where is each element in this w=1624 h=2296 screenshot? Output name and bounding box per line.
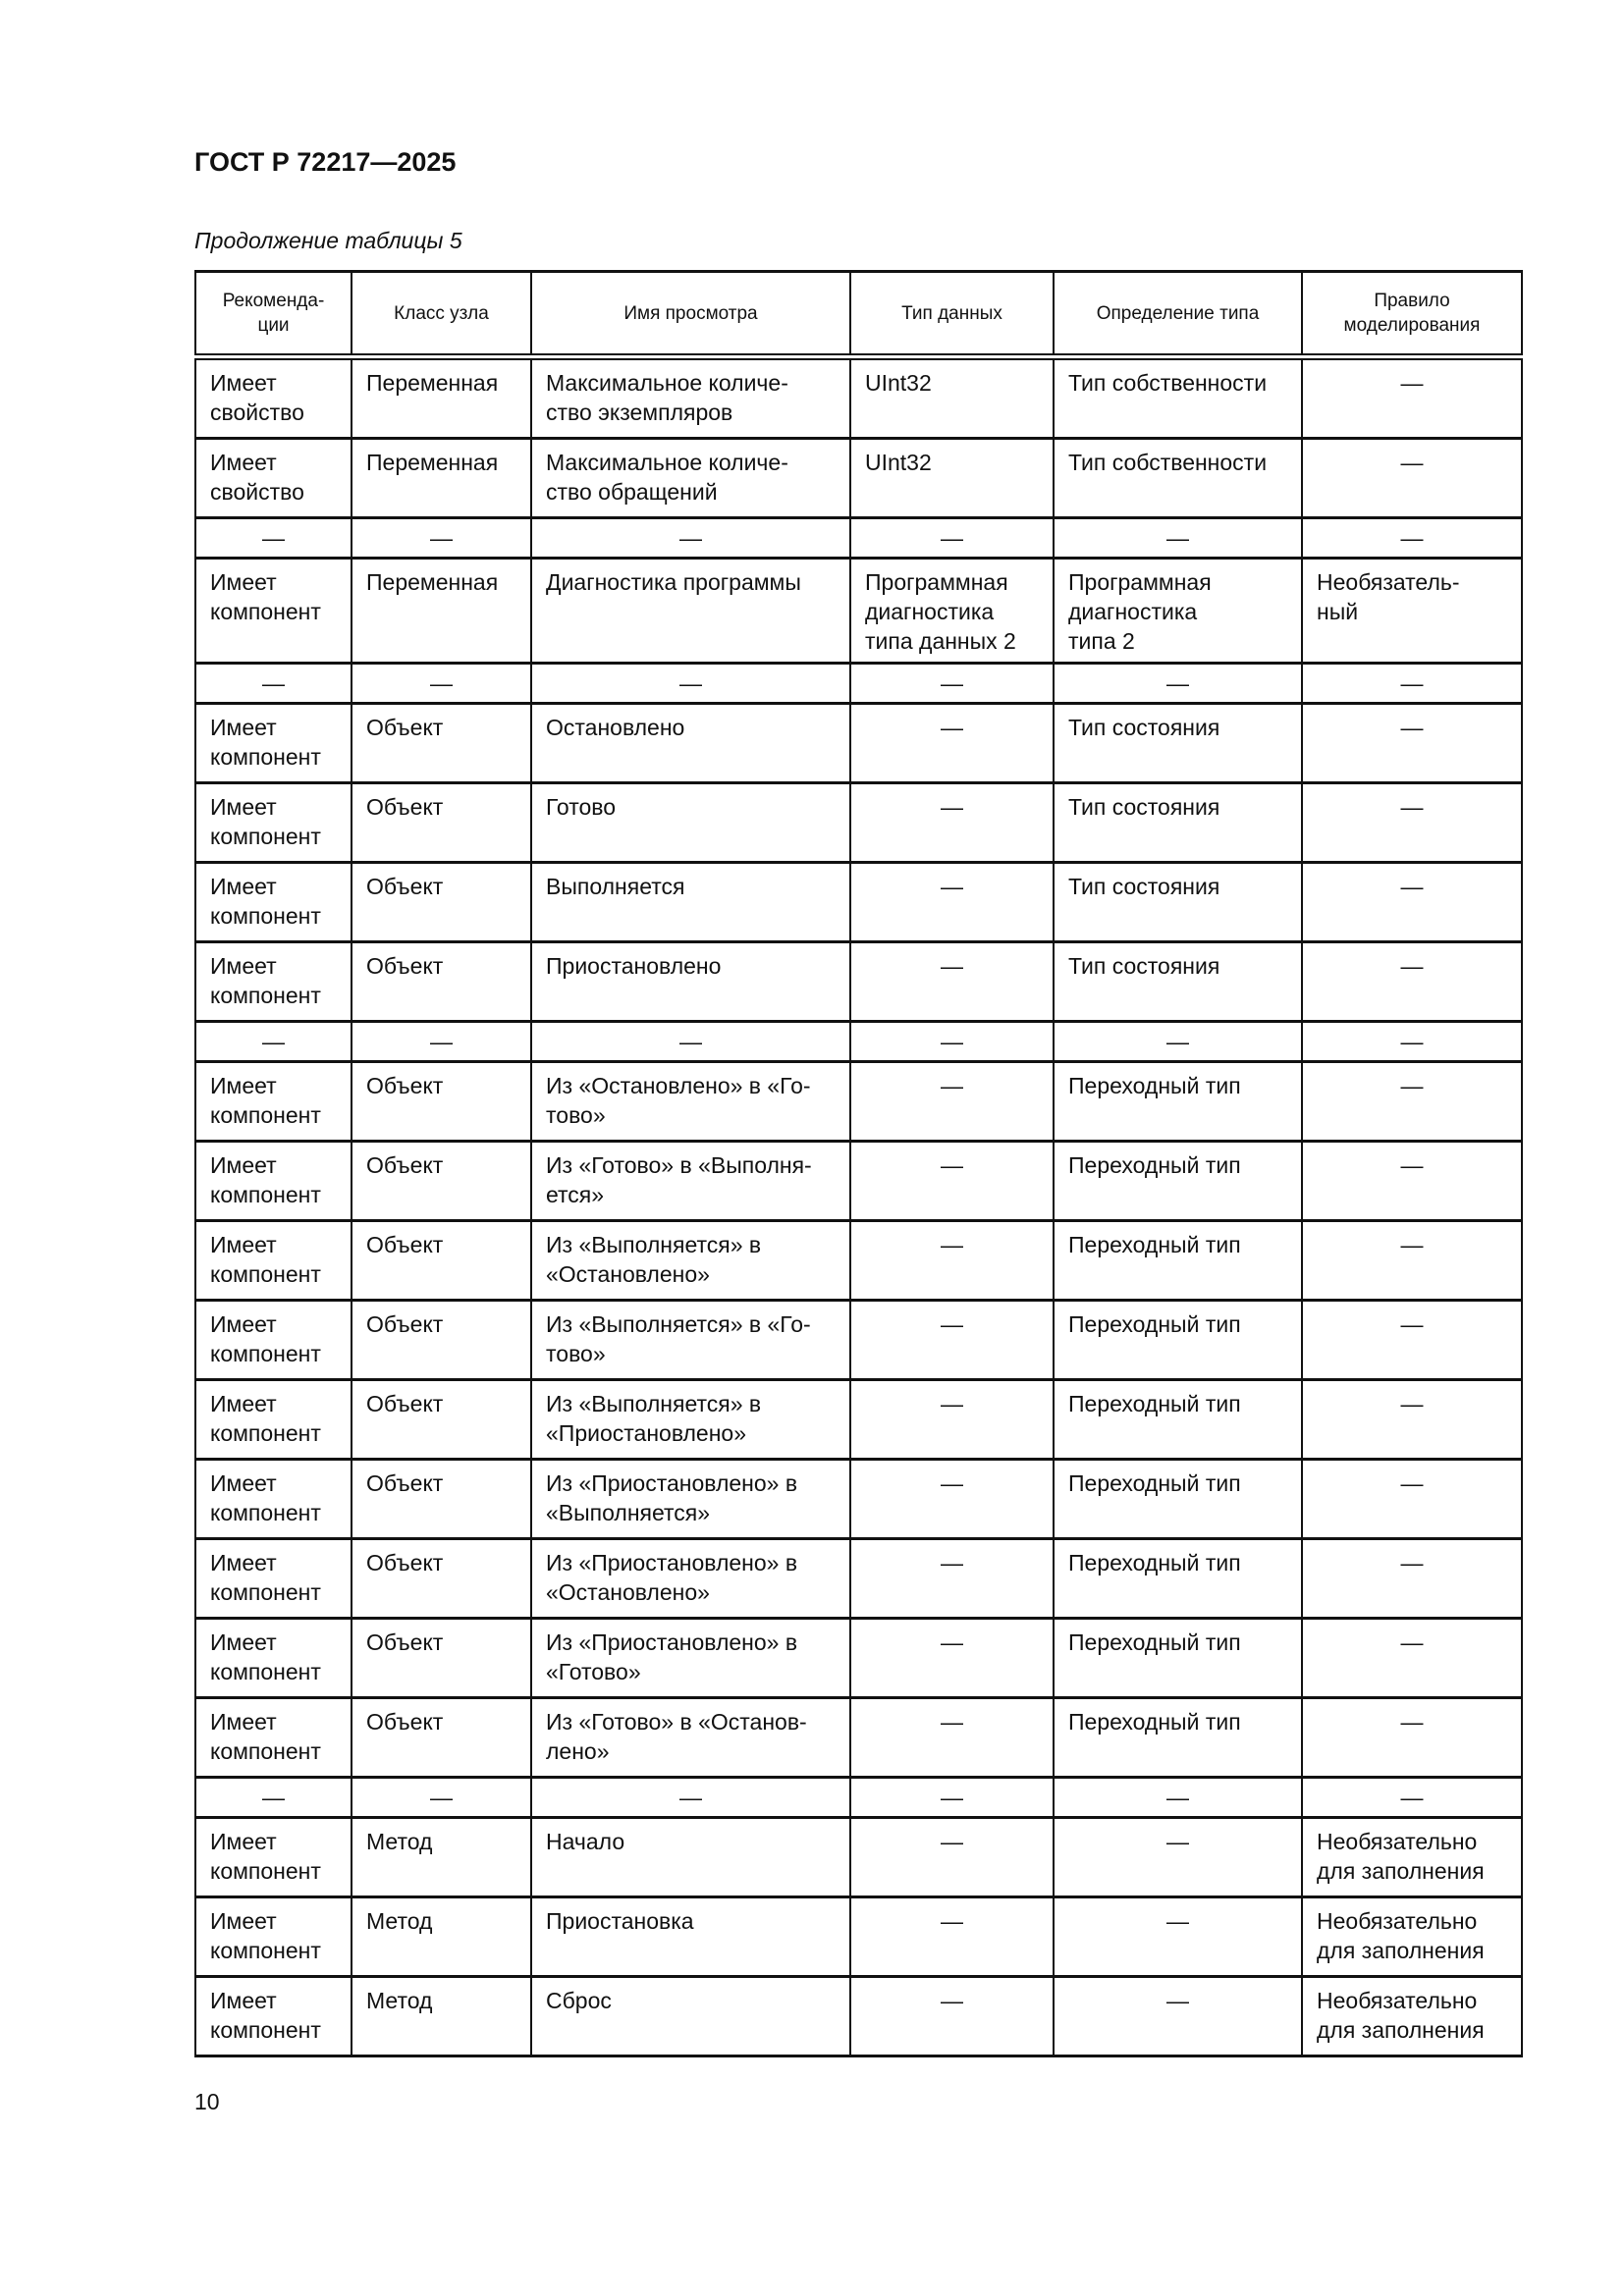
cell-data-type: —	[850, 1897, 1054, 1977]
cell-data-type: —	[850, 942, 1054, 1022]
cell-modelling-rule: Необязательно для заполнения	[1302, 1818, 1522, 1897]
cell-data-type: —	[850, 1778, 1054, 1818]
cell-recommendation: Имеет компонент	[195, 863, 352, 942]
cell-modelling-rule: —	[1302, 439, 1522, 518]
cell-modelling-rule: —	[1302, 1698, 1522, 1778]
cell-browse-name: Из «Остановлено» в «Го- тово»	[531, 1062, 850, 1142]
cell-browse-name: Начало	[531, 1818, 850, 1897]
cell-type-definition: Переходный тип	[1054, 1221, 1302, 1301]
cell-type-definition: —	[1054, 518, 1302, 559]
separator-row	[195, 518, 1522, 559]
cell-browse-name: —	[531, 664, 850, 704]
cell-recommendation: Имеет компонент	[195, 1698, 352, 1778]
document-title: ГОСТ Р 72217—2025	[194, 147, 457, 177]
cell-modelling-rule: —	[1302, 1301, 1522, 1380]
cell-node-class: Объект	[352, 942, 531, 1022]
cell-modelling-rule: —	[1302, 1380, 1522, 1460]
cell-browse-name: Из «Выполняется» в «Приостановлено»	[531, 1380, 850, 1460]
cell-node-class: Метод	[352, 1977, 531, 2056]
cell-type-definition: Тип состояния	[1054, 942, 1302, 1022]
column-header-type-definition: Определение типа	[1054, 272, 1302, 357]
cell-type-definition: Тип собственности	[1054, 357, 1302, 439]
cell-browse-name: Из «Выполняется» в «Го- тово»	[531, 1301, 850, 1380]
column-header-recommendation: Рекоменда- ции	[195, 272, 352, 357]
cell-node-class: Объект	[352, 1062, 531, 1142]
cell-browse-name: Остановлено	[531, 704, 850, 783]
cell-node-class: Объект	[352, 704, 531, 783]
table-row	[195, 1539, 1522, 1619]
table-row	[195, 1698, 1522, 1778]
cell-recommendation: Имеет компонент	[195, 1897, 352, 1977]
data-table	[194, 270, 1523, 2057]
cell-node-class: Объект	[352, 1301, 531, 1380]
column-header-node-class: Класс узла	[352, 272, 531, 357]
cell-modelling-rule: —	[1302, 357, 1522, 439]
cell-node-class: —	[352, 1778, 531, 1818]
cell-modelling-rule: —	[1302, 783, 1522, 863]
cell-node-class: Метод	[352, 1818, 531, 1897]
table-row	[195, 1142, 1522, 1221]
cell-data-type: —	[850, 1977, 1054, 2056]
cell-recommendation: —	[195, 518, 352, 559]
cell-data-type: —	[850, 518, 1054, 559]
cell-recommendation: Имеет компонент	[195, 783, 352, 863]
table-row	[195, 1301, 1522, 1380]
cell-browse-name: Максимальное количе- ство экземпляров	[531, 357, 850, 439]
cell-data-type: —	[850, 863, 1054, 942]
cell-browse-name: Приостановка	[531, 1897, 850, 1977]
cell-type-definition: Переходный тип	[1054, 1698, 1302, 1778]
cell-modelling-rule: —	[1302, 1778, 1522, 1818]
table-row	[195, 357, 1522, 439]
cell-type-definition: —	[1054, 1022, 1302, 1062]
cell-recommendation: Имеет компонент	[195, 1221, 352, 1301]
cell-recommendation: Имеет компонент	[195, 559, 352, 664]
table-row	[195, 1897, 1522, 1977]
cell-modelling-rule: —	[1302, 863, 1522, 942]
cell-data-type: —	[850, 1022, 1054, 1062]
table-row	[195, 1380, 1522, 1460]
cell-recommendation: Имеет компонент	[195, 704, 352, 783]
cell-data-type: —	[850, 1380, 1054, 1460]
cell-recommendation: Имеет компонент	[195, 1380, 352, 1460]
cell-type-definition: Переходный тип	[1054, 1301, 1302, 1380]
cell-modelling-rule: —	[1302, 704, 1522, 783]
cell-node-class: Объект	[352, 1698, 531, 1778]
cell-data-type: —	[850, 783, 1054, 863]
cell-modelling-rule: —	[1302, 664, 1522, 704]
cell-recommendation: Имеет компонент	[195, 1142, 352, 1221]
cell-recommendation: Имеет компонент	[195, 942, 352, 1022]
cell-browse-name: Готово	[531, 783, 850, 863]
cell-type-definition: Переходный тип	[1054, 1062, 1302, 1142]
cell-browse-name: —	[531, 1022, 850, 1062]
cell-node-class: Объект	[352, 783, 531, 863]
column-header-data-type: Тип данных	[850, 272, 1054, 357]
cell-node-class: Объект	[352, 1460, 531, 1539]
cell-recommendation: —	[195, 1022, 352, 1062]
cell-data-type: —	[850, 1142, 1054, 1221]
cell-node-class: —	[352, 664, 531, 704]
cell-data-type: UInt32	[850, 439, 1054, 518]
cell-modelling-rule: Необязатель- ный	[1302, 559, 1522, 664]
cell-type-definition: Переходный тип	[1054, 1460, 1302, 1539]
table-row	[195, 704, 1522, 783]
cell-data-type: —	[850, 1698, 1054, 1778]
cell-browse-name: —	[531, 518, 850, 559]
table-row	[195, 863, 1522, 942]
cell-browse-name: Выполняется	[531, 863, 850, 942]
cell-data-type: —	[850, 1818, 1054, 1897]
table-row	[195, 1619, 1522, 1698]
cell-node-class: Объект	[352, 1142, 531, 1221]
cell-modelling-rule: —	[1302, 1221, 1522, 1301]
column-header-browse-name: Имя просмотра	[531, 272, 850, 357]
cell-recommendation: Имеет компонент	[195, 1539, 352, 1619]
cell-node-class: —	[352, 518, 531, 559]
cell-data-type: —	[850, 1460, 1054, 1539]
cell-recommendation: Имеет компонент	[195, 1977, 352, 2056]
page-number: 10	[194, 2089, 220, 2114]
cell-data-type: —	[850, 1301, 1054, 1380]
cell-type-definition: Переходный тип	[1054, 1380, 1302, 1460]
cell-modelling-rule: —	[1302, 1619, 1522, 1698]
column-header-modelling-rule: Правило моделирования	[1302, 272, 1522, 357]
separator-row	[195, 1778, 1522, 1818]
cell-node-class: Объект	[352, 1539, 531, 1619]
cell-browse-name: Сброс	[531, 1977, 850, 2056]
cell-modelling-rule: —	[1302, 942, 1522, 1022]
cell-node-class: Объект	[352, 1380, 531, 1460]
cell-browse-name: Диагностика программы	[531, 559, 850, 664]
cell-recommendation: Имеет компонент	[195, 1062, 352, 1142]
cell-data-type: —	[850, 1619, 1054, 1698]
cell-type-definition: Тип состояния	[1054, 704, 1302, 783]
cell-node-class: —	[352, 1022, 531, 1062]
table-row	[195, 1460, 1522, 1539]
cell-recommendation: —	[195, 664, 352, 704]
cell-node-class: Переменная	[352, 357, 531, 439]
table-caption: Продолжение таблицы 5	[194, 228, 462, 253]
cell-type-definition: Тип состояния	[1054, 863, 1302, 942]
table-row	[195, 942, 1522, 1022]
cell-browse-name: Из «Приостановлено» в «Выполняется»	[531, 1460, 850, 1539]
cell-type-definition: Переходный тип	[1054, 1619, 1302, 1698]
cell-browse-name: Максимальное количе- ство обращений	[531, 439, 850, 518]
cell-browse-name: Из «Выполняется» в «Остановлено»	[531, 1221, 850, 1301]
cell-modelling-rule: —	[1302, 1022, 1522, 1062]
cell-node-class: Объект	[352, 1619, 531, 1698]
cell-data-type: —	[850, 704, 1054, 783]
cell-browse-name: —	[531, 1778, 850, 1818]
cell-recommendation: Имеет компонент	[195, 1460, 352, 1539]
cell-modelling-rule: Необязательно для заполнения	[1302, 1977, 1522, 2056]
table-row	[195, 1977, 1522, 2056]
cell-data-type: —	[850, 664, 1054, 704]
table-row	[195, 783, 1522, 863]
cell-data-type: —	[850, 1221, 1054, 1301]
cell-type-definition: —	[1054, 1818, 1302, 1897]
table-row	[195, 439, 1522, 518]
cell-recommendation: —	[195, 1778, 352, 1818]
cell-modelling-rule: Необязательно для заполнения	[1302, 1897, 1522, 1977]
cell-node-class: Метод	[352, 1897, 531, 1977]
cell-browse-name: Из «Готово» в «Останов- лено»	[531, 1698, 850, 1778]
cell-type-definition: —	[1054, 664, 1302, 704]
cell-recommendation: Имеет компонент	[195, 1301, 352, 1380]
cell-type-definition: —	[1054, 1897, 1302, 1977]
table-row	[195, 1818, 1522, 1897]
cell-data-type: UInt32	[850, 357, 1054, 439]
cell-type-definition: —	[1054, 1977, 1302, 2056]
table-row	[195, 1221, 1522, 1301]
cell-node-class: Переменная	[352, 559, 531, 664]
cell-modelling-rule: —	[1302, 1539, 1522, 1619]
cell-recommendation: Имеет свойство	[195, 357, 352, 439]
cell-recommendation: Имеет свойство	[195, 439, 352, 518]
cell-node-class: Переменная	[352, 439, 531, 518]
cell-data-type: —	[850, 1062, 1054, 1142]
cell-browse-name: Приостановлено	[531, 942, 850, 1022]
table-row	[195, 1062, 1522, 1142]
cell-type-definition: Переходный тип	[1054, 1539, 1302, 1619]
cell-type-definition: Тип собственности	[1054, 439, 1302, 518]
separator-row	[195, 1022, 1522, 1062]
cell-type-definition: Переходный тип	[1054, 1142, 1302, 1221]
cell-type-definition: Программная диагностика типа 2	[1054, 559, 1302, 664]
cell-node-class: Объект	[352, 863, 531, 942]
cell-type-definition: Тип состояния	[1054, 783, 1302, 863]
table-row	[195, 559, 1522, 664]
cell-data-type: Программная диагностика типа данных 2	[850, 559, 1054, 664]
cell-recommendation: Имеет компонент	[195, 1818, 352, 1897]
separator-row	[195, 664, 1522, 704]
cell-node-class: Объект	[352, 1221, 531, 1301]
cell-recommendation: Имеет компонент	[195, 1619, 352, 1698]
cell-browse-name: Из «Приостановлено» в «Готово»	[531, 1619, 850, 1698]
cell-modelling-rule: —	[1302, 1142, 1522, 1221]
cell-browse-name: Из «Готово» в «Выполня- ется»	[531, 1142, 850, 1221]
cell-modelling-rule: —	[1302, 518, 1522, 559]
cell-browse-name: Из «Приостановлено» в «Остановлено»	[531, 1539, 850, 1619]
cell-modelling-rule: —	[1302, 1062, 1522, 1142]
cell-data-type: —	[850, 1539, 1054, 1619]
table-header-row	[195, 272, 1522, 357]
cell-type-definition: —	[1054, 1778, 1302, 1818]
cell-modelling-rule: —	[1302, 1460, 1522, 1539]
